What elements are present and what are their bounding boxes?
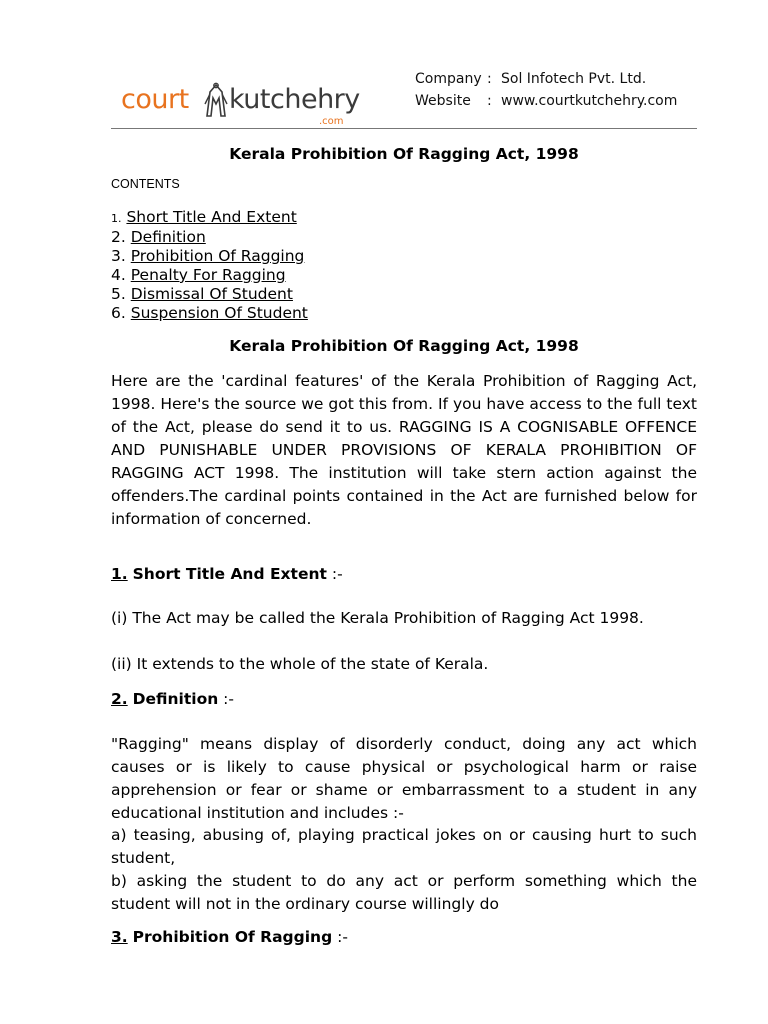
section-title: Prohibition Of Ragging <box>132 928 333 946</box>
toc-link-short-title[interactable]: Short Title And Extent <box>126 208 297 226</box>
courtkutchehry-logo[interactable] <box>121 80 381 130</box>
toc-item <box>111 208 308 228</box>
section-1-clause-2: (ii) It extends to the whole of the state of Kerala. <box>111 655 489 673</box>
definition-paragraph: "Ragging" means display of disorderly conduct, doing any act which causes or is likely to cause physical or psychological harm or raise apprehension or fear or shame or embarrassment to a student in any educational institution and includes :- <box>111 735 697 822</box>
website-link[interactable]: www.courtkutchehry.com <box>501 93 678 109</box>
section-number: 1. <box>111 565 128 583</box>
section-3-heading <box>111 928 348 946</box>
section-title: Short Title And Extent <box>132 565 327 583</box>
table-of-contents <box>111 208 308 323</box>
company-label: Company <box>415 71 482 87</box>
company-separator: : <box>487 71 492 87</box>
section-title: Definition <box>132 690 219 708</box>
toc-link-suspension[interactable]: Suspension Of Student <box>130 304 308 322</box>
logo-domain: .com <box>319 116 344 127</box>
section-number: 3. <box>111 928 128 946</box>
toc-number: 6. <box>111 304 126 322</box>
toc-item <box>111 266 308 285</box>
company-info <box>415 68 677 112</box>
toc-item <box>111 304 308 323</box>
toc-number: 5. <box>111 285 126 303</box>
section-1-heading <box>111 565 343 583</box>
intro-paragraph: Here are the 'cardinal features' of the Kerala Prohibition of Ragging Act, 1998. Here's the source we got this from. If you have access to the full text of the Act, please do send it to us. RAGGING IS A COGNISABLE OFFENCE AND PUNISHABLE UNDER PROVISIONS OF KERALA PROHIBITION OF RAGGING ACT 1998. The institution will take stern action against the offenders.The cardinal points contained in the Act are furnished below for information of concerned. <box>111 372 697 528</box>
section-2-heading <box>111 690 234 708</box>
section-1-clause-1: (i) The Act may be called the Kerala Prohibition of Ragging Act 1998. <box>111 609 644 627</box>
toc-link-definition[interactable]: Definition <box>130 228 206 246</box>
toc-item <box>111 228 308 247</box>
toc-number: 2. <box>111 228 126 246</box>
robed-figure-icon <box>201 82 231 120</box>
toc-item <box>111 247 308 266</box>
toc-number: 4. <box>111 266 126 284</box>
act-title: Kerala Prohibition Of Ragging Act, 1998 <box>229 337 579 355</box>
toc-link-dismissal[interactable]: Dismissal Of Student <box>130 285 293 303</box>
contents-heading: CONTENTS <box>111 177 180 191</box>
section-number: 2. <box>111 690 128 708</box>
toc-link-prohibition[interactable]: Prohibition Of Ragging <box>130 247 305 265</box>
toc-item <box>111 285 308 304</box>
definition-item-a: a) teasing, abusing of, playing practical jokes on or causing hurt to such student, <box>111 826 697 867</box>
website-separator: : <box>487 93 492 109</box>
toc-number: 3. <box>111 247 126 265</box>
document-title: Kerala Prohibition Of Ragging Act, 1998 <box>229 145 579 163</box>
page-header <box>111 68 697 129</box>
toc-link-penalty[interactable]: Penalty For Ragging <box>130 266 286 284</box>
definition-item-b: b) asking the student to do any act or perform something which the student will not in the ordinary course willingly do <box>111 872 697 913</box>
website-row <box>415 90 677 112</box>
section-suffix: :- <box>326 565 343 583</box>
section-suffix: :- <box>218 690 234 708</box>
section-suffix: :- <box>332 928 348 946</box>
company-value: Sol Infotech Pvt. Ltd. <box>501 71 647 87</box>
toc-number: 1. <box>111 212 122 225</box>
website-label: Website <box>415 93 471 109</box>
logo-word-kutchehry: kutchehry <box>229 84 360 115</box>
company-row <box>415 68 677 90</box>
logo-word-court: court <box>121 84 189 115</box>
